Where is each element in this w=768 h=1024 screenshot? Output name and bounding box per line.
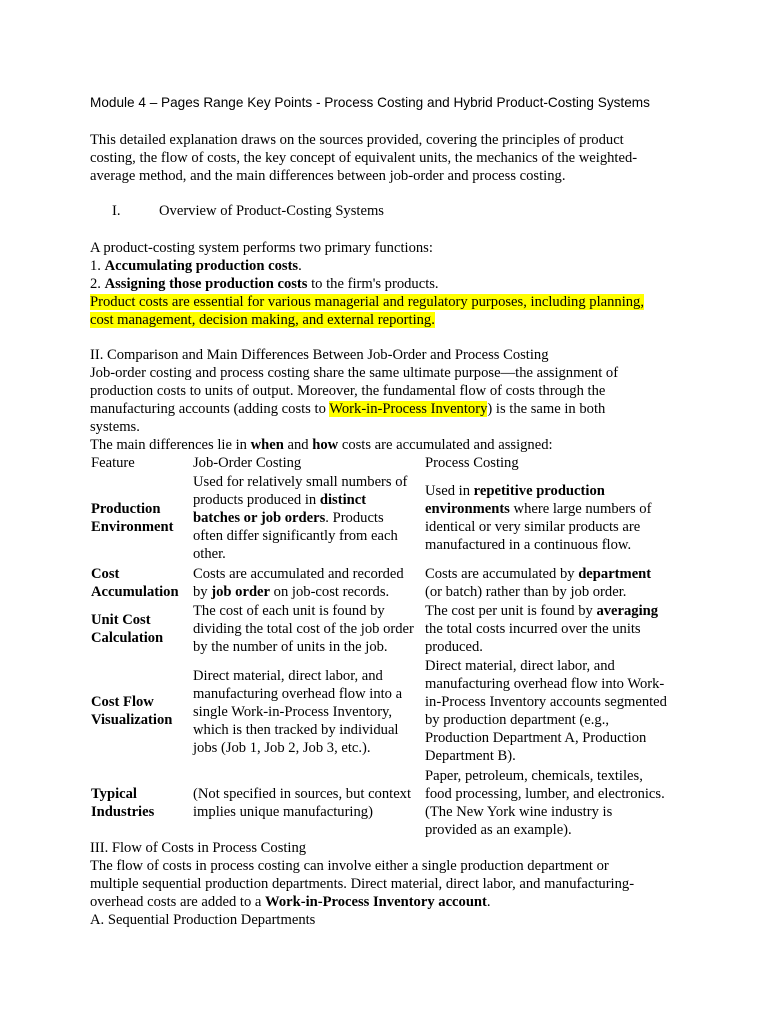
cell-line: in-Process Inventory accounts segmented	[425, 694, 667, 710]
highlighted-text: cost management, decision making, and external reporting.	[90, 312, 435, 328]
highlighted-text: Product costs are essential for various managerial and regulatory purposes, including planning,	[90, 294, 645, 310]
bold-text: department	[578, 566, 652, 582]
cell-line: jobs (Job 1, Job 2, Job 3, etc.).	[193, 740, 371, 756]
process-typical-industries	[425, 767, 665, 839]
job-production-environment	[193, 473, 407, 563]
table-header-process: Process Costing	[425, 455, 519, 471]
feature-label-line: Cost	[91, 566, 120, 582]
section3-line	[90, 893, 690, 911]
cell-line: Costs are accumulated and recorded	[193, 566, 404, 582]
cell-line: Direct material, direct labor, and	[425, 658, 615, 674]
text: on job-cost records.	[270, 584, 390, 600]
section2-heading: II. Comparison and Main Differences Between Job-Order and Process Costing	[90, 347, 549, 363]
section1-body	[90, 239, 690, 329]
text: costs are accumulated and assigned:	[338, 437, 553, 453]
cell-line: Production Department A, Production	[425, 730, 647, 746]
feature-cost-accumulation	[91, 565, 179, 601]
item-bold-text: Assigning those production costs	[104, 276, 308, 292]
table-header-job-order: Job-Order Costing	[193, 455, 302, 471]
text: .	[486, 894, 491, 910]
function-item-1	[90, 257, 690, 275]
feature-label-line: Cost Flow	[91, 694, 154, 710]
cell-line: which is then tracked by individual	[193, 722, 399, 738]
text: The cost per unit is found by	[425, 603, 597, 619]
cell-line	[425, 500, 651, 518]
section3-line: The flow of costs in process costing can involve either a single production department or	[90, 858, 609, 874]
feature-label-line: Typical	[91, 786, 137, 802]
section1-numeral: I.	[112, 203, 121, 219]
cell-line: (or batch) rather than by job order.	[425, 584, 627, 600]
cell-line: food processing, lumber, and electronics.	[425, 786, 665, 802]
cell-line: provided as an example).	[425, 822, 572, 838]
job-unit-cost-calculation	[193, 602, 414, 656]
feature-typical-industries	[91, 785, 154, 821]
section1-heading: Overview of Product-Costing Systems	[159, 203, 384, 219]
cell-line: Direct material, direct labor, and	[193, 668, 383, 684]
feature-label-line: Industries	[91, 804, 155, 820]
feature-label-line: Accumulation	[91, 584, 179, 600]
highlighted-term: Work-in-Process Inventory	[329, 401, 488, 417]
text: products produced in	[193, 492, 320, 508]
text: . Products	[325, 510, 384, 526]
cell-line	[193, 509, 407, 527]
cell-line: single Work-in-Process Inventory,	[193, 704, 393, 720]
cell-line	[425, 565, 651, 583]
highlight-line	[90, 293, 690, 311]
bold-text: Work-in-Process Inventory account	[265, 894, 487, 910]
bold-text: distinct	[319, 492, 367, 508]
feature-label-line: Unit Cost	[91, 612, 151, 628]
text: Costs are accumulated by	[425, 566, 579, 582]
process-cost-accumulation	[425, 565, 651, 601]
cell-line: Department B).	[425, 748, 516, 764]
cell-line: by the number of units in the job.	[193, 639, 388, 655]
intro-line: This detailed explanation draws on the sources provided, covering the principles of product	[90, 132, 624, 148]
cell-line: manufacturing overhead flow into a	[193, 686, 403, 702]
intro-line: average method, and the main differences between job-order and process costing.	[90, 168, 566, 184]
cell-line	[193, 583, 404, 601]
bold-word: when	[250, 437, 284, 453]
section1-lead: A product-costing system performs two primary functions:	[90, 240, 433, 256]
cell-line: (The New York wine industry is	[425, 804, 613, 820]
bold-text: environments	[425, 501, 510, 517]
section2-line	[90, 400, 690, 418]
cell-line: dividing the total cost of the job order	[193, 621, 414, 637]
text: ) is the same in both	[487, 401, 606, 417]
text: overhead costs are added to a	[90, 894, 266, 910]
process-cost-flow-visualization	[425, 657, 667, 765]
section2-line: systems.	[90, 419, 140, 435]
bold-text: repetitive production	[473, 483, 605, 499]
cell-line: often differ significantly from each	[193, 528, 398, 544]
cell-line: Paper, petroleum, chemicals, textiles,	[425, 768, 643, 784]
cell-line: other.	[193, 546, 226, 562]
section2-body	[90, 346, 690, 454]
text: The main differences lie in	[90, 437, 251, 453]
bold-word: how	[312, 437, 339, 453]
item-number: 1.	[90, 258, 105, 274]
intro-line: costing, the flow of costs, the key concept of equivalent units, the mechanics of the weighted-	[90, 150, 638, 166]
feature-label-line: Calculation	[91, 630, 164, 646]
cell-line: identical or very similar products are	[425, 519, 641, 535]
item-end-text: .	[298, 258, 302, 274]
bold-text: batches or job orders	[193, 510, 326, 526]
cell-line	[193, 491, 407, 509]
table-header-feature: Feature	[91, 455, 135, 471]
feature-unit-cost-calculation	[91, 611, 163, 647]
item-end-text: to the firm's products.	[307, 276, 439, 292]
feature-cost-flow-visualization	[91, 693, 172, 729]
section3-subheading: A. Sequential Production Departments	[90, 912, 316, 928]
cell-line: by production department (e.g.,	[425, 712, 609, 728]
cell-line: produced.	[425, 639, 483, 655]
feature-label-line: Production	[91, 501, 161, 517]
text: by	[193, 584, 212, 600]
bold-text: averaging	[596, 603, 659, 619]
job-typical-industries	[193, 785, 411, 821]
cell-line: implies unique manufacturing)	[193, 804, 373, 820]
text: where large numbers of	[509, 501, 652, 517]
section2-line	[90, 436, 690, 454]
section2-line: Job-order costing and process costing share the same ultimate purpose—the assignment of	[90, 365, 619, 381]
text: Used in	[425, 483, 474, 499]
highlight-line	[90, 311, 690, 329]
text: manufacturing accounts (adding costs to	[90, 401, 330, 417]
function-item-2	[90, 275, 690, 293]
document-title: Module 4 – Pages Range Key Points - Process Costing and Hybrid Product-Costing Systems	[90, 95, 650, 110]
cell-line: Used for relatively small numbers of	[193, 474, 408, 490]
job-cost-flow-visualization	[193, 667, 402, 757]
section3-line: multiple sequential production departments. Direct material, direct labor, and manufacturing-	[90, 876, 635, 892]
feature-label-line: Environment	[91, 519, 174, 535]
item-bold-text: Accumulating production costs	[104, 258, 299, 274]
section3-heading: III. Flow of Costs in Process Costing	[90, 840, 307, 856]
process-production-environment	[425, 482, 651, 554]
feature-production-environment	[91, 500, 173, 536]
cell-line: manufacturing overhead flow into Work-	[425, 676, 665, 692]
section3-body	[90, 839, 690, 929]
bold-text: job order	[211, 584, 271, 600]
intro-paragraph	[90, 131, 690, 185]
section2-line: production costs to units of output. Moreover, the fundamental flow of costs through the	[90, 383, 606, 399]
process-unit-cost-calculation	[425, 602, 658, 656]
cell-line: The cost of each unit is found by	[193, 603, 385, 619]
cell-line: (Not specified in sources, but context	[193, 786, 412, 802]
item-number: 2.	[90, 276, 105, 292]
cell-line: manufactured in a continuous flow.	[425, 537, 632, 553]
cell-line: the total costs incurred over the units	[425, 621, 641, 637]
cell-line	[425, 482, 651, 500]
cell-line	[425, 602, 658, 620]
job-cost-accumulation	[193, 565, 404, 601]
feature-label-line: Visualization	[91, 712, 173, 728]
text: and	[283, 437, 313, 453]
